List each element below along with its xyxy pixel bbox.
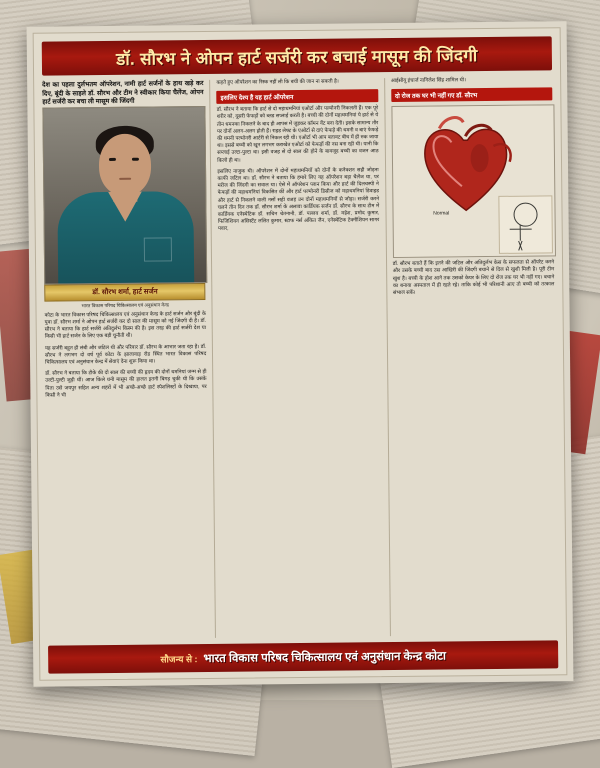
column-1: [42, 80, 209, 640]
footer-organisation: भारत विकास परिषद चिकित्सालय एवं अनुसंधान केन्द्र कोटा: [203, 649, 446, 665]
newspaper-clipping: [27, 21, 574, 687]
headline-banner: [42, 36, 552, 75]
sketch-body: [520, 225, 521, 241]
photo-eye-left: [109, 158, 116, 161]
footer-banner: [48, 640, 558, 673]
col1-para-1: कोटा के भारत विकास परिषद चिकित्सालय एवं अनुसंधान केन्द्र के हार्ट सर्जन और बूंदी के युवा डॉ. सौरभ शर्मा ने ओपन हार्ट सर्जरी कर दो साल की मासूम को नई जिंदगी दी है। डॉ. सौरभ ने बताया कि हार्ट सर्जरी अतिदुर्लभ किस्म की है। इस तरह की हार्ट सर्जरी देश या किसी भी हार्ट सर्जन के लिए एक बड़ी चुनौती थी।: [44, 310, 207, 341]
heart-illustration: [391, 105, 556, 259]
sketch-face: [513, 203, 537, 227]
clipping-inner: [33, 27, 568, 680]
column-3: [391, 76, 558, 636]
doctor-photo: [42, 106, 207, 285]
footer-courtesy-label: सौजन्य से :: [160, 653, 198, 664]
col3-para-1: डॉ. सौरभ बताते हैं कि इतने की जटिल और अतिदुर्लभ केस के सफलता से ऑपरेट करने और उसके बच्ची बाद उस आखिरी की जिंदगी बचाने से दिल से खुशी मिली है। पूरी टीम खुश है। बच्ची के होश आने तक उसको केयर के लिए दो रोज तक घर भी नहीं गए। बचाने का बनाया अस्पताल में ही रहते रहे। ताकि कोई भी परिशानी आए तो बच्ची को तत्काल संभाल सकें।: [392, 259, 555, 297]
col1-para-2: यह सर्जरी बहुत ही लंबी और जटिल थी और परिवार डॉ. सौरभ के आभार जता रहा है। डॉ. सौरभ ने लगभग दो वर्ष पूर्व कोटा के झालावाड़ रोड स्थित भारत विकास परिषद चिकित्सालय एवं अनुसंधान केन्द्र में सेवाएं देना शुरू किया था।: [44, 343, 207, 366]
article-lead: देश का पहला दुर्लभतम ऑपरेशन, नामी हार्ट सर्जनों के हाथ खड़े कर दिए, बूंदी के साइले डॉ. सौरभ और टीम ने स्वीकार किया चैलेंज, ओपन हार्ट सर्जरी कर बचा ली मासूम की जिंदगी: [42, 79, 204, 106]
col1-para-3: डॉ. सौरभ ने बताया कि टीके की दो साल की बच्ची की हृदय की दोनों धमनियां जन्म से ही उल्टी-पुल्टी जुड़ी थीं। आज किले धनी मासूम की हालत इतनी बिगड़ चुकी थी कि उसके पिता उसे जयपुर सहित अन्य शहरों में भी अच्छे-अच्छे हार्ट स्पेशलिस्टों के दिखाया, पर किसी ने भी: [45, 369, 207, 399]
photo-eye-right: [132, 157, 139, 160]
photo-caption-org: भारत विकास परिषद चिकित्सालय एवं अनुसंधान केन्द्र: [81, 302, 169, 309]
sketch-arms: [510, 229, 532, 230]
photo-caption-name: डॉ. सौरभ शर्मा, हार्ट सर्जन: [44, 283, 205, 302]
photo-face: [98, 133, 151, 196]
col3-para-top: आईसीयू इंचार्ज नागिलेश सिंह शामिल थी।: [390, 77, 467, 85]
col3-subheading: दो रोज तक घर भी नहीं गए डॉ. सौरभ: [391, 88, 552, 103]
heart-label-normal: Normal: [433, 210, 450, 217]
photo-pocket: [143, 237, 171, 261]
column-2: [216, 78, 383, 638]
patient-sketch: [498, 196, 553, 255]
article-columns: [42, 76, 558, 639]
col2-subheading: इसलिए देश्य है यह हार्ट ऑपरेशन: [217, 89, 378, 104]
page-title: डॉ. सौरभ ने ओपन हार्ट सर्जरी कर बचाई मासूम की जिंदगी: [116, 45, 478, 69]
col2-para-1: डॉ. सौरभ ने बताया कि हार्ट से दो महाधमनियां एओर्टा और पल्मोनरी निकलती हैं। एक पूरे शरीर को, दूसरी फेफड़ों को ब्लड सप्लाई करती है। बच्ची की दोनों महाधमनियां ये हार्ट से ये तीन धमनका निकलने के बाद ही आपस में जुड़कर कॉमन वेंट बना देती। इसके सामान्य तौर पर दोनों अलग-अलग होती हैं। राइड लेफ्ट के एओर्टा से दाएं फेफड़े की धमनी व बाएं फेफड़े की धमनी पल्मोनरी आर्टरी से निकल रही थी। एओर्टा भी आप बतावट बीच में ही रुक जाया था। इससे बच्ची को खून लगभग कराखेत एओर्टा को फेफड़ों की नस बना रही थी। यानी कि सप्लाई उल्टा-पुल्टा था। इसी वजह से दो साल की होने के बावजूद बच्ची का वजन आठ किलो ही था।: [216, 105, 379, 164]
column-divider-2: [384, 78, 391, 636]
photo-mouth: [119, 178, 131, 180]
col2-para-top: कहते हुए ऑपरेशन का रिस्क नहीं ली कि बची की जान ना सकती है।: [216, 78, 339, 86]
col2-para-2: इसलिए नाजुक थी। ऑपरेशन में दोनों महाधमनियों को दोनों के कनेक्शन सही जोड़ना काफी जटिल था। डॉ. सौरभ ने बताया कि हमारे लिए यह ऑपरेशन बड़ा चैलेंज था, पर मरीज की जिंदगी का सवाल था। ऐसे में ऑपरेशन प्लान किया और हार्ट की दिलचस्पी ने फेफड़ों की महाधमनियां विकसित कीं और हार्ट पल्मोनरी डिसीज को महाधमनियां डिवाइड और हार्ट से निकलने वाली नसों सही वजह उन दोनों महाधमनियों से जोड़ा। सर्जरी करने चलने तीन दिन तक डॉ. सौरभ शर्मा के अलावा कार्डियक सर्जन डॉ. सौरभ के साथ टीम में कार्डियक एनेस्थेटिक डॉ. सचिन चेतनानी, डॉ. पल्लव शर्मा, डॉ. महेश, प्रमोद कुमार, फिजिशियन असिस्टेंट ललित कुमार, स्टाफ नर्स अंकित जैन, एनेस्थेटिक टेक्नीशियन सागर पवार,: [217, 166, 380, 233]
column-divider-1: [209, 80, 216, 638]
